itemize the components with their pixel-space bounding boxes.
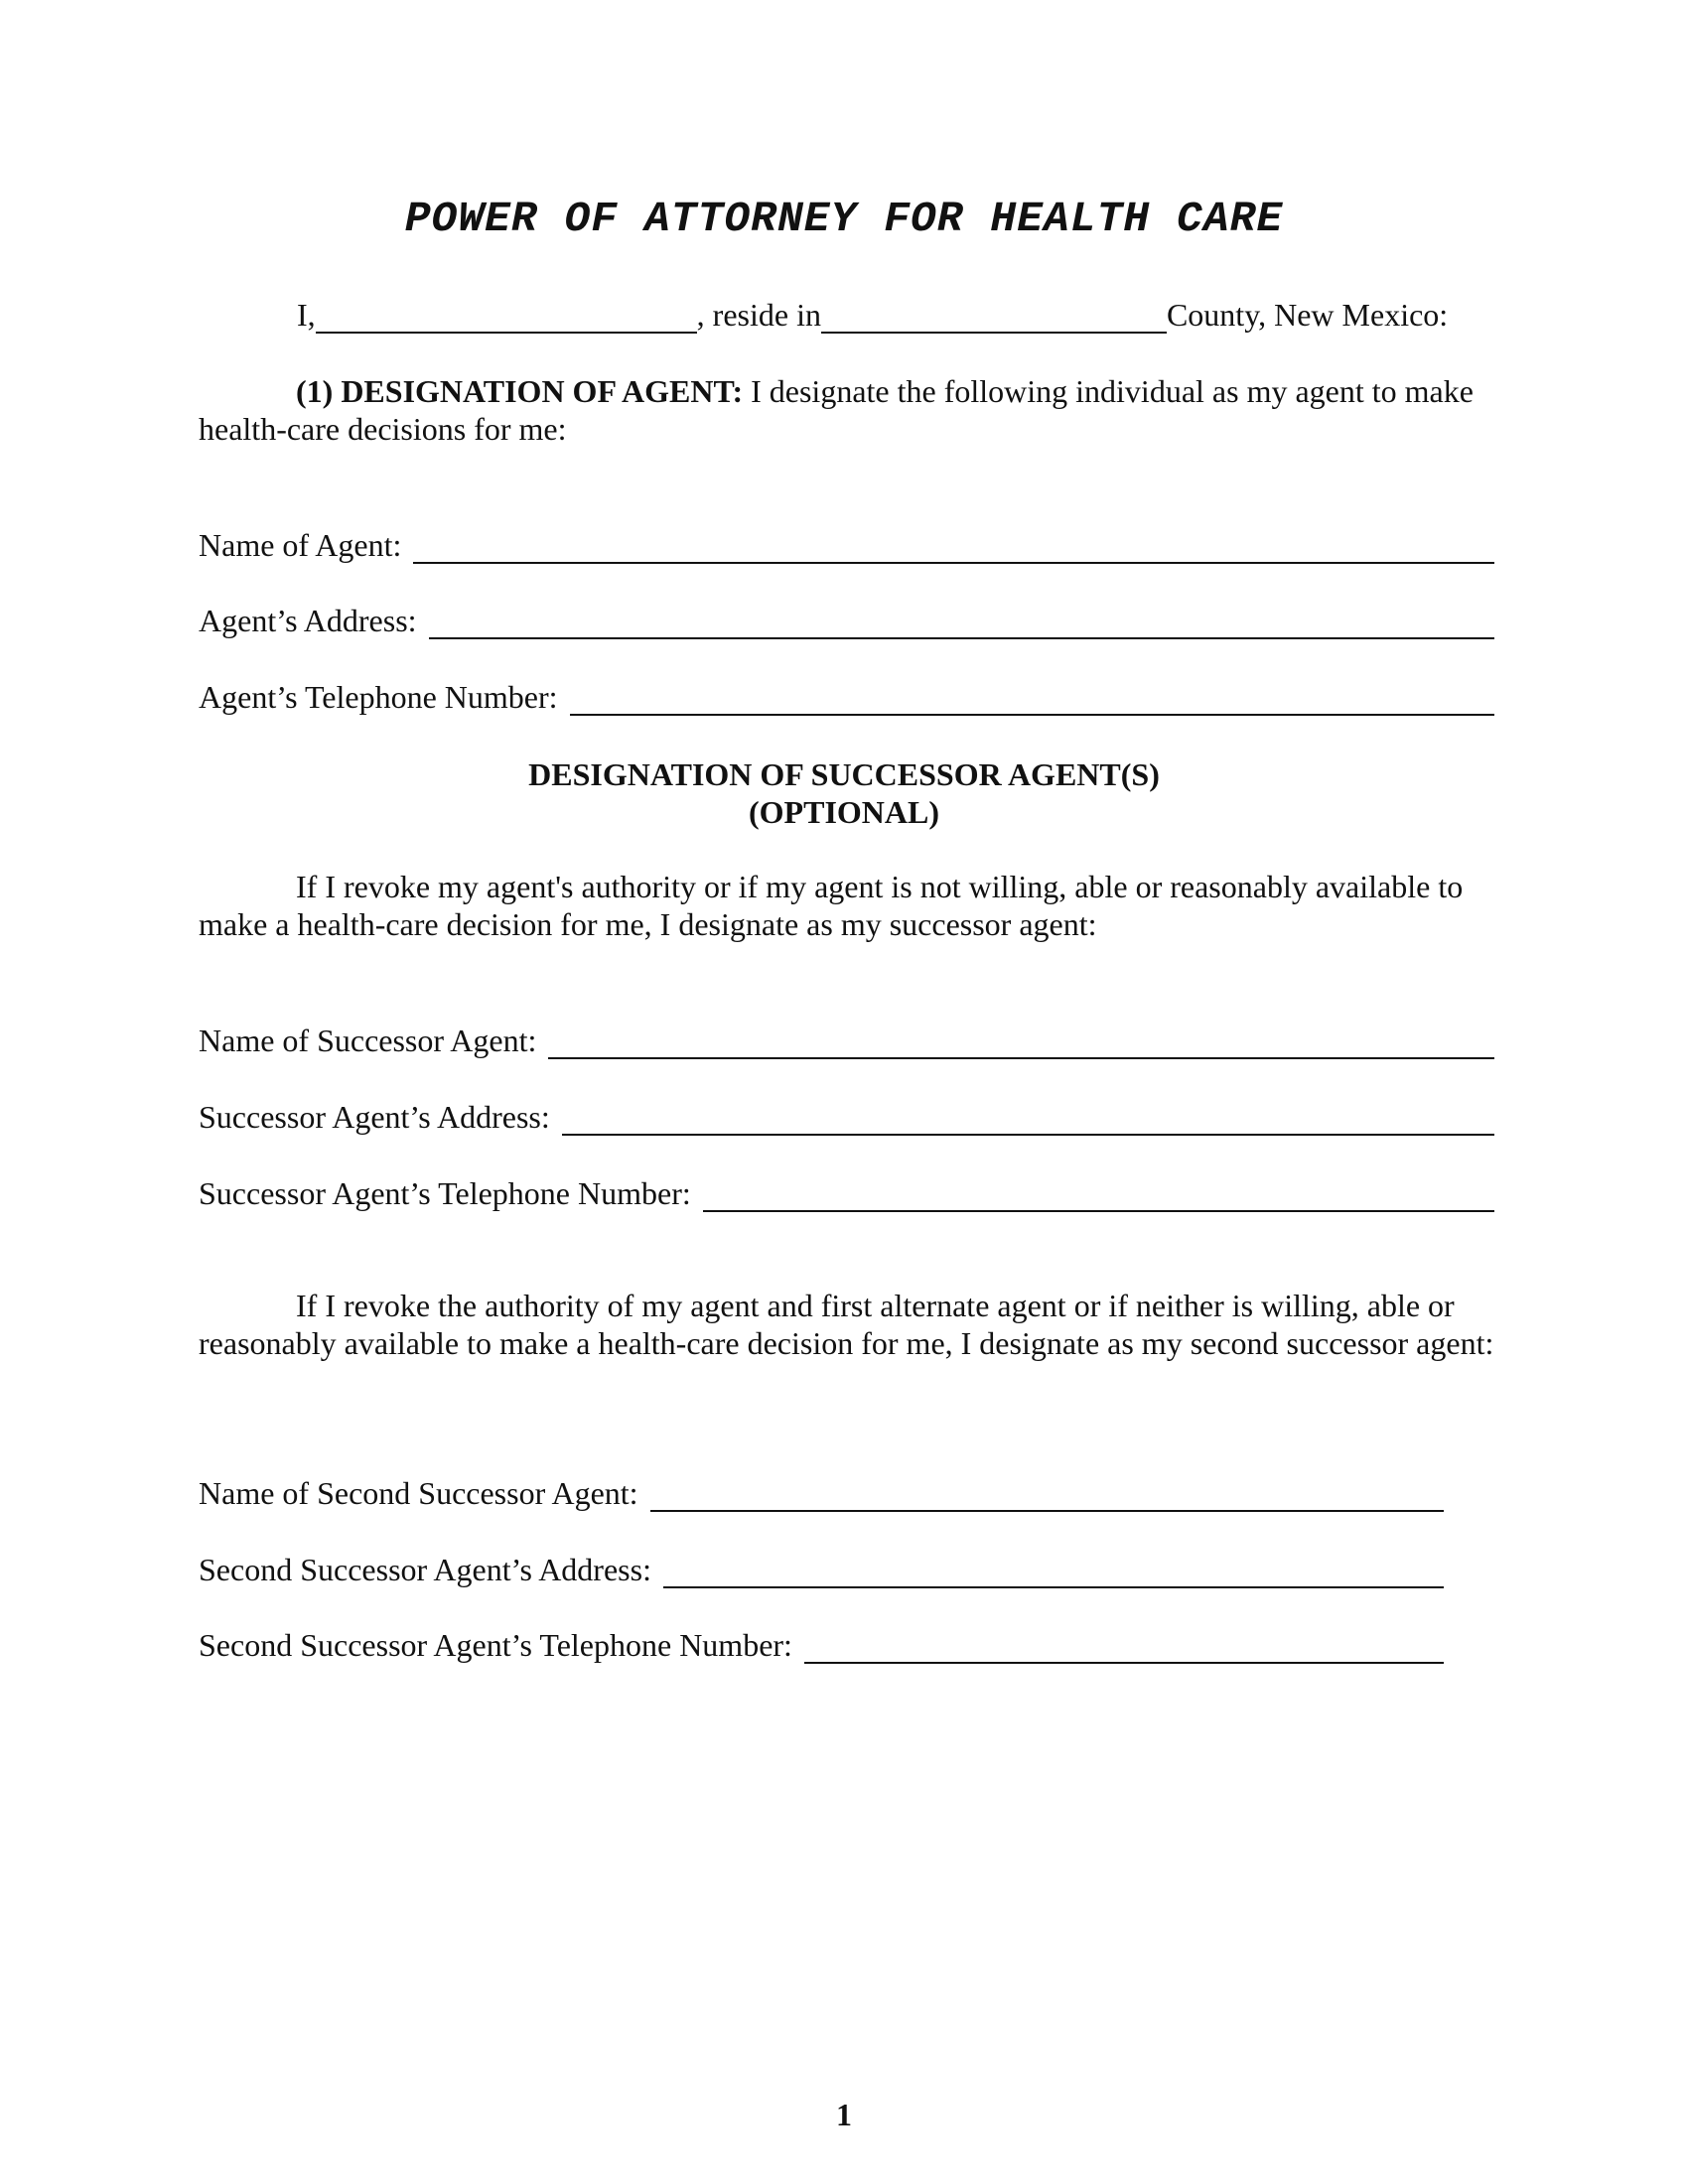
- second-successor-phone-label: Second Successor Agent’s Telephone Number:: [199, 1627, 792, 1663]
- successor-address-label: Successor Agent’s Address:: [199, 1099, 550, 1135]
- second-successor-name-field[interactable]: [650, 1480, 1444, 1512]
- second-successor-text: If I revoke the authority of my agent and first alternate agent or if neither is willing, able or reasonably available to make a health-care decision for me, I designate as my second successor agent:: [199, 1288, 1494, 1361]
- second-successor-name-row: [199, 1474, 1444, 1512]
- agent-address-label: Agent’s Address:: [199, 603, 417, 638]
- section-1-text: I designate the following individual as my agent to make health-care decisions for me:: [199, 373, 1474, 447]
- successor-phone-field[interactable]: [703, 1180, 1494, 1212]
- agent-name-label: Name of Agent:: [199, 527, 402, 563]
- second-successor-paragraph: [199, 1287, 1494, 1362]
- county-field[interactable]: [821, 302, 1167, 334]
- agent-address-field[interactable]: [429, 608, 1494, 639]
- document-title: POWER OF ATTORNEY FOR HEALTH CARE: [404, 195, 1284, 243]
- successor-name-row: [199, 1022, 1494, 1059]
- agent-phone-row: [199, 678, 1494, 716]
- agent-phone-label: Agent’s Telephone Number:: [199, 679, 558, 715]
- intro-prefix: I,: [297, 297, 316, 333]
- successor-phone-label: Successor Agent’s Telephone Number:: [199, 1175, 691, 1211]
- successor-name-label: Name of Successor Agent:: [199, 1023, 537, 1058]
- intro-suffix: County, New Mexico:: [1166, 297, 1449, 333]
- successor-phone-row: [199, 1174, 1494, 1212]
- second-successor-address-row: [199, 1551, 1444, 1588]
- intro-middle: , reside in: [696, 297, 821, 333]
- successor-heading-line1: DESIGNATION OF SUCCESSOR AGENT(S): [528, 756, 1160, 792]
- intro-line: [297, 296, 1448, 334]
- second-successor-phone-row: [199, 1626, 1444, 1664]
- successor-paragraph: [199, 868, 1494, 943]
- principal-name-field[interactable]: [316, 302, 697, 334]
- section-1-label: (1) DESIGNATION OF AGENT:: [296, 373, 744, 409]
- page-number: 1: [836, 2097, 852, 2132]
- agent-name-field[interactable]: [413, 532, 1494, 564]
- agent-address-row: [199, 602, 1494, 639]
- second-successor-address-field[interactable]: [663, 1557, 1444, 1588]
- successor-text: If I revoke my agent's authority or if my agent is not willing, able or reasonably available to make a health-care decision for me, I designate as my successor agent:: [199, 869, 1464, 942]
- agent-name-row: [199, 526, 1494, 564]
- successor-name-field[interactable]: [548, 1027, 1494, 1059]
- successor-heading-line2: (OPTIONAL): [749, 794, 939, 830]
- second-successor-name-label: Name of Second Successor Agent:: [199, 1475, 638, 1511]
- successor-address-row: [199, 1098, 1494, 1136]
- section-1-paragraph: [199, 372, 1494, 448]
- agent-phone-field[interactable]: [570, 684, 1494, 716]
- successor-address-field[interactable]: [562, 1104, 1494, 1136]
- second-successor-address-label: Second Successor Agent’s Address:: [199, 1552, 651, 1587]
- second-successor-phone-field[interactable]: [804, 1632, 1444, 1664]
